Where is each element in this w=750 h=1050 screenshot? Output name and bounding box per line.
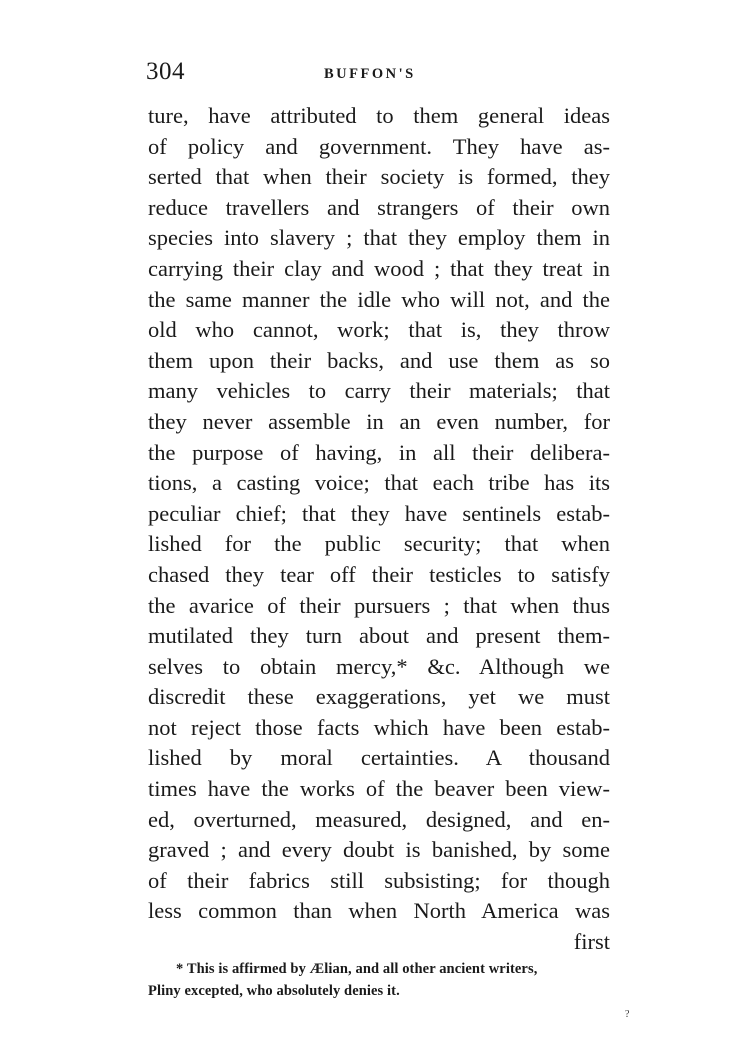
text-line: serted that when their society is formed, they [148,164,610,190]
text-line: discredit these exaggerations, yet we must [148,684,610,710]
text-line: old who cannot, work; that is, they throw [148,317,610,343]
text-line: the same manner the idle who will not, and the [148,286,610,312]
text-line: peculiar chief; that they have sentinels estab- [148,500,610,526]
footnote [148,958,614,1002]
body-text [148,101,610,958]
text-line: selves to obtain mercy,* &c. Although we [148,653,610,679]
footnote-line: * This is affirmed by Ælian, and all other ancient writers, [176,961,538,977]
text-line: ture, have attributed to them general ideas [148,103,610,128]
text-line: graved ; and every doubt is banished, by some [148,837,610,863]
page-number: 304 [146,58,185,85]
text-line: ed, overturned, measured, designed, and en- [148,806,610,832]
catchword: first [573,929,610,955]
page-header [146,58,606,92]
text-line: of policy and government. They have as- [148,133,610,159]
text-line: tions, a casting voice; that each tribe has its [148,470,610,496]
text-line: the purpose of having, in all their delibera- [148,439,610,465]
text-line: species into slavery ; that they employ them in [148,225,610,251]
text-line: carrying their clay and wood ; that they treat in [148,255,610,281]
text-line: they never assemble in an even number, for [148,408,610,434]
text-line: the avarice of their pursuers ; that when thus [148,592,610,618]
text-line: many vehicles to carry their materials; that [148,378,610,404]
footnote-line: Pliny excepted, who absolutely denies it. [148,983,400,999]
running-head: BUFFON'S [324,66,416,82]
text-line: times have the works of the beaver been view- [148,776,610,802]
text-line: mutilated they turn about and present them- [148,623,610,649]
text-line: chased they tear off their testicles to satisfy [148,561,610,587]
text-line: not reject those facts which have been estab- [148,714,610,740]
text-line: lished for the public security; that when [148,531,610,557]
text-line: lished by moral certainties. A thousand [148,745,610,771]
text-line: less common than when North America was [148,898,610,924]
text-line: them upon their backs, and use them as so [148,347,610,373]
corner-mark: ? [625,1009,630,1020]
text-line: reduce travellers and strangers of their own [148,194,610,220]
text-line: of their fabrics still subsisting; for though [148,867,610,893]
